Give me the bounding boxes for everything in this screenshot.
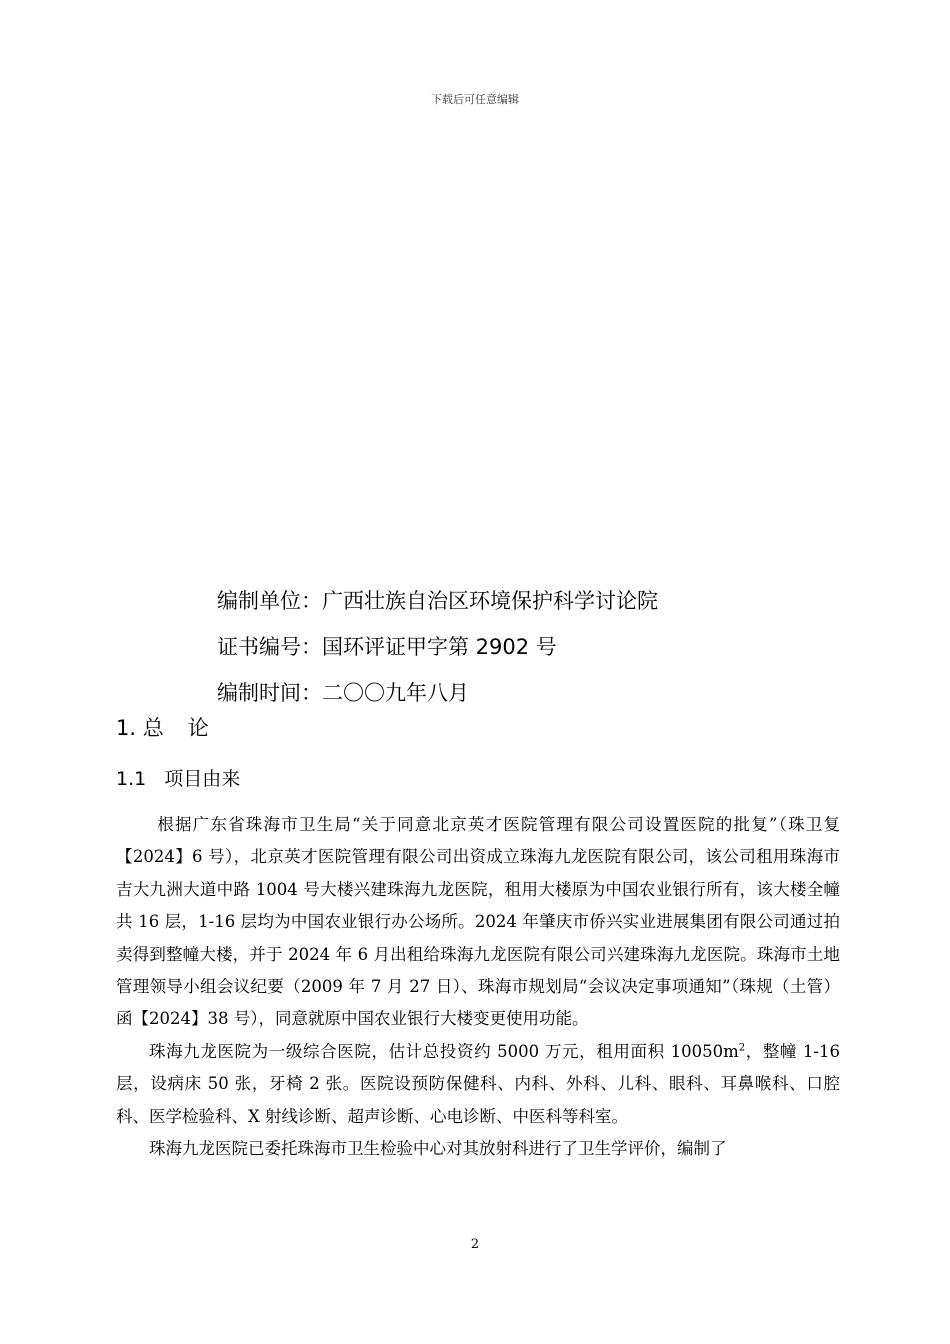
body-text <box>116 809 840 1165</box>
compiling-unit: 编制单位：广西壮族自治区环境保护科学讨论院 <box>217 589 658 613</box>
superscript-2: 2 <box>738 1042 746 1054</box>
subsection-number: 1.1 <box>116 768 147 790</box>
section-number: 1. <box>116 716 137 740</box>
paragraph-evaluation: 珠海九龙医院已委托珠海市卫生检验中心对其放射科进行了卫生学评价，编制了 <box>149 1139 727 1159</box>
report-info-block <box>217 578 658 716</box>
paragraph-hospital-overview-text-cont: ，整幢 1-16 层，设病床 50 张，牙椅 2 张。医院设预防保健科、内科、外科、儿科、眼科、耳鼻喉科、口腔科、医学检验科、X 射线诊断、超声诊断、心电诊断、中医科等科室。 <box>116 1041 840 1126</box>
section-title: 总论 <box>142 716 233 740</box>
paragraph-project-origin: 根据广东省珠海市卫生局“关于同意北京英才医院管理有限公司设置医院的批复”（珠卫复【2024】6 号），北京英才医院管理有限公司出资成立珠海九龙医院有限公司，该公司租用珠海市吉大九洲大道中路 1004 号大楼兴建珠海九龙医院，租用大楼原为中国农业银行所有，该大楼全幢共 16 层，1-16 层均为中国农业银行办公场所。2024 年肇庆市侨兴实业进展集团有限公司通过拍卖得到整幢大楼，并于 2024 年 6 月出租给珠海九龙医院有限公司兴建珠海九龙医院。珠海市土地管理领导小组会议纪要（2009 年 7 月 27 日）、珠海市规划局“会议决定事项通知”（珠规（土管）函【2024】38 号），同意就原中国农业银行大楼变更使用功能。 <box>116 815 840 1029</box>
compiling-date: 编制时间：二〇〇九年八月 <box>217 681 469 705</box>
section-heading-1-1 <box>116 764 240 791</box>
certificate-number: 证书编号：国环评证甲字第 2902 号 <box>217 635 557 659</box>
section-heading-1 <box>116 712 233 742</box>
subsection-title: 项目由来 <box>164 768 241 790</box>
header-note: 下载后可任意编辑 <box>431 93 519 106</box>
page-number: 2 <box>470 1237 480 1252</box>
paragraph-hospital-overview-text: 珠海九龙医院为一级综合医院，估计总投资约 5000 万元，租用面积 10050m <box>149 1041 739 1061</box>
paragraph-hospital-overview <box>116 1036 840 1133</box>
